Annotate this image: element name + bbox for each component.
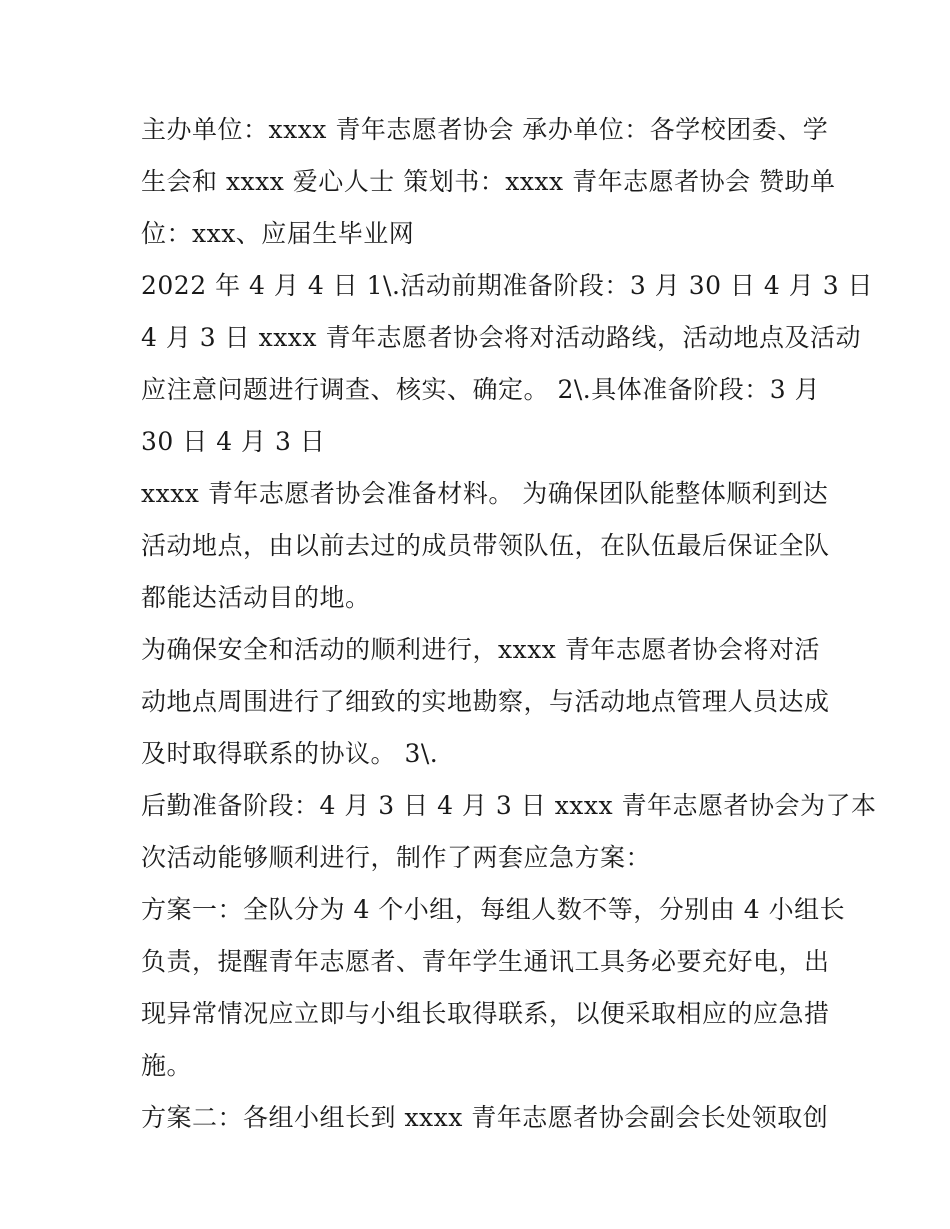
text-line: 都能达活动目的地。 xyxy=(141,583,371,612)
document-body xyxy=(141,104,877,1144)
text-line: 次活动能够顺利进行，制作了两套应急方案： xyxy=(141,843,652,872)
text-line: 负责，提醒青年志愿者、青年学生通讯工具务必要充好电，出 xyxy=(141,947,830,976)
text-line: 主办单位：xxxx 青年志愿者协会 承办单位：各学校团委、学 xyxy=(141,115,829,144)
text-line: 后勤准备阶段：4 月 3 日 4 月 3 日 xxxx 青年志愿者协会为了本 xyxy=(141,791,877,820)
text-line: xxxx 青年志愿者协会准备材料。 为确保团队能整体顺利到达 xyxy=(141,479,829,508)
text-line: 施。 xyxy=(141,1051,193,1080)
text-line: 应注意问题进行调查、核实、确定。 2\.具体准备阶段：3 月 xyxy=(141,375,821,404)
text-line: 位：xxx、应届生毕业网 xyxy=(141,219,415,248)
text-line: 30 日 4 月 3 日 xyxy=(141,427,326,456)
text-line: 方案二：各组小组长到 xxxx 青年志愿者协会副会长处领取创 xyxy=(141,1103,829,1132)
text-line: 为确保安全和活动的顺利进行，xxxx 青年志愿者协会将对活 xyxy=(141,635,820,664)
text-line: 动地点周围进行了细致的实地勘察，与活动地点管理人员达成 xyxy=(141,687,830,716)
text-line: 2022 年 4 月 4 日 1\.活动前期准备阶段：3 月 30 日 4 月 3 日 xyxy=(141,271,874,300)
text-line: 生会和 xxxx 爱心人士 策划书：xxxx 青年志愿者协会 赞助单 xyxy=(141,167,836,196)
text-line: 4 月 3 日 xxxx 青年志愿者协会将对活动路线，活动地点及活动 xyxy=(141,323,861,352)
text-line: 及时取得联系的协议。 3\. xyxy=(141,739,439,768)
text-line: 活动地点，由以前去过的成员带领队伍，在队伍最后保证全队 xyxy=(141,531,830,560)
text-line: 方案一：全队分为 4 个小组，每组人数不等，分别由 4 小组长 xyxy=(141,895,846,924)
text-line: 现异常情况应立即与小组长取得联系，以便采取相应的应急措 xyxy=(141,999,830,1028)
